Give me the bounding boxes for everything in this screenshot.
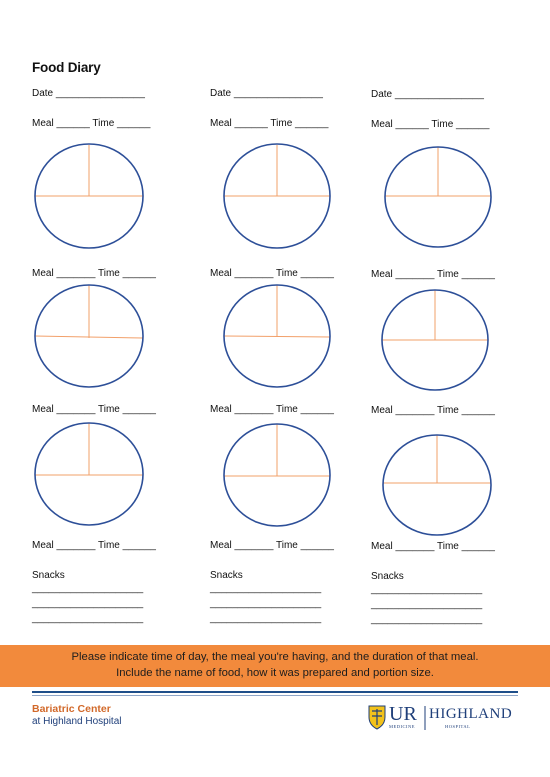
date-field[interactable]: Date ________________ [371,89,484,100]
plate-diagram[interactable] [35,285,143,387]
plate-diagram[interactable] [382,290,488,390]
footer-divider [32,691,518,693]
plate-diagram[interactable] [224,285,330,387]
meal-time-field[interactable]: Meal ______ Time ______ [371,119,490,130]
instructions-banner [0,645,550,687]
instructions-line-1: Please indicate time of day, the meal you're having, and the duration of that meal. [71,651,479,663]
logo-ur: UR [389,703,417,725]
meal-time-field[interactable]: Meal _______ Time ______ [32,404,156,415]
date-field[interactable]: Date ________________ [210,88,323,99]
plate-diagram[interactable] [35,144,143,248]
meal-time-field[interactable]: Meal _______ Time ______ [371,541,495,552]
meal-time-field[interactable]: Meal _______ Time ______ [210,404,334,415]
snack-line[interactable]: ____________________ [210,613,322,624]
meal-time-field[interactable]: Meal _______ Time ______ [371,269,495,280]
ur-highland-logo [367,703,522,733]
snack-line[interactable]: ____________________ [32,613,144,624]
meal-time-field[interactable]: Meal _______ Time ______ [32,268,156,279]
snack-line[interactable]: ____________________ [210,598,322,609]
meal-time-field[interactable]: Meal ______ Time ______ [210,118,329,129]
snacks-label: Snacks [210,570,243,581]
snack-line[interactable]: ____________________ [210,583,322,594]
bariatric-center-logo [32,703,122,727]
snack-line[interactable]: ____________________ [32,598,144,609]
meal-time-field[interactable]: Meal _______ Time ______ [210,540,334,551]
plate-diagram[interactable] [35,423,143,525]
logo-highland: HIGHLAND [429,706,513,722]
meal-time-field[interactable]: Meal ______ Time ______ [32,118,151,129]
plate-diagram[interactable] [385,147,491,247]
snacks-label: Snacks [371,571,404,582]
plate-diagram[interactable] [383,435,491,535]
meal-time-field[interactable]: Meal _______ Time ______ [371,405,495,416]
snack-line[interactable]: ____________________ [32,583,144,594]
snack-line[interactable]: ____________________ [371,614,483,625]
date-field[interactable]: Date ________________ [32,88,145,99]
plate-diagram[interactable] [224,144,330,248]
snack-line[interactable]: ____________________ [371,584,483,595]
snack-line[interactable]: ____________________ [371,599,483,610]
logo-medicine: MEDICINE [389,724,415,729]
footer-divider [32,695,518,696]
plate-diagram[interactable] [224,424,330,526]
meal-time-field[interactable]: Meal _______ Time ______ [210,268,334,279]
page-title: Food Diary [32,60,101,75]
snacks-label: Snacks [32,570,65,581]
logo-text-line-2: at Highland Hospital [32,716,122,727]
logo-hospital: HOSPITAL [445,724,471,729]
logo-text-line-1: Bariatric Center [32,703,111,715]
instructions-line-2: Include the name of food, how it was prepared and portion size. [116,667,434,679]
meal-time-field[interactable]: Meal _______ Time ______ [32,540,156,551]
